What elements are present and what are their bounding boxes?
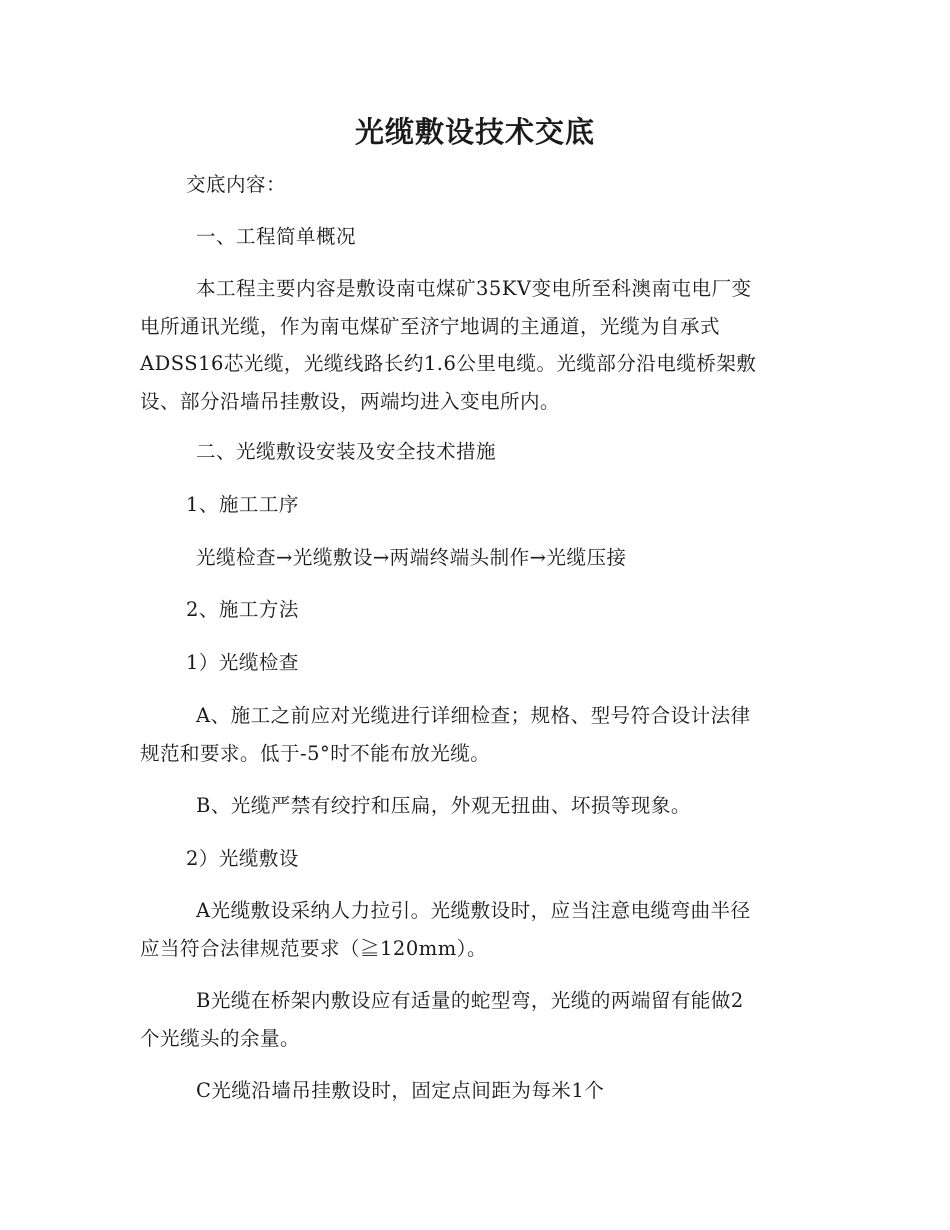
text-line: ADSS16芯光缆，光缆线路长约1.6公里电缆。光缆部分沿电缆桥架敷 bbox=[140, 352, 757, 375]
text-line: C光缆沿墙吊挂敷设时，固定点间距为每米1个 bbox=[196, 1079, 605, 1102]
text-line: 1、施工工序 bbox=[186, 493, 299, 516]
text-line: B光缆在桥架内敷设应有适量的蛇型弯，光缆的两端留有能做2 bbox=[196, 989, 744, 1012]
text-line: 光缆检查→光缆敷设→两端终端头制作→光缆压接 bbox=[196, 546, 627, 569]
text-line: A光缆敷设采纳人力拉引。光缆敷设时，应当注意电缆弯曲半径 bbox=[196, 899, 751, 922]
text-line: 2）光缆敷设 bbox=[186, 847, 299, 870]
paragraph-laying-a bbox=[140, 892, 800, 967]
heading-construction-process bbox=[186, 486, 846, 524]
text-line: 一、工程简单概况 bbox=[196, 225, 357, 248]
text-line: 电所通讯光缆，作为南屯煤矿至济宁地调的主通道，光缆为自承式 bbox=[140, 314, 721, 338]
paragraph-laying-b bbox=[140, 982, 800, 1057]
heading-cable-inspection bbox=[186, 644, 846, 682]
text-line: 二、光缆敷设安装及安全技术措施 bbox=[196, 440, 497, 463]
heading-construction-method bbox=[186, 591, 846, 629]
text-line: 2、施工方法 bbox=[186, 598, 299, 621]
text-line: 应当符合法律规范要求（≧120mm）。 bbox=[140, 936, 487, 960]
paragraph-disclosure-label bbox=[186, 166, 846, 204]
heading-project-overview bbox=[196, 218, 856, 256]
paragraph-laying-c bbox=[196, 1072, 856, 1110]
text-line: B、光缆严禁有绞拧和压扁，外观无扭曲、坏损等现象。 bbox=[196, 794, 691, 817]
document-title: 光缆敷设技术交底 bbox=[354, 115, 595, 149]
text-line: 1）光缆检查 bbox=[186, 651, 299, 674]
paragraph-inspection-b bbox=[196, 787, 856, 825]
text-line: 交底内容： bbox=[186, 173, 287, 196]
text-line: 规范和要求。低于-5°时不能布放光缆。 bbox=[140, 741, 491, 765]
paragraph-project-description bbox=[140, 270, 800, 420]
paragraph-process-flow bbox=[196, 539, 856, 577]
text-line: 个光缆头的余量。 bbox=[140, 1026, 301, 1050]
heading-installation-safety bbox=[196, 433, 856, 471]
text-line: 设、部分沿墙吊挂敷设，两端均进入变电所内。 bbox=[140, 389, 561, 413]
text-line: A、施工之前应对光缆进行详细检查；规格、型号符合设计法律 bbox=[196, 704, 751, 727]
heading-cable-laying bbox=[186, 840, 846, 878]
paragraph-inspection-a bbox=[140, 697, 800, 772]
text-line: 本工程主要内容是敷设南屯煤矿35KV变电所至科澳南屯电厂变 bbox=[196, 277, 752, 300]
